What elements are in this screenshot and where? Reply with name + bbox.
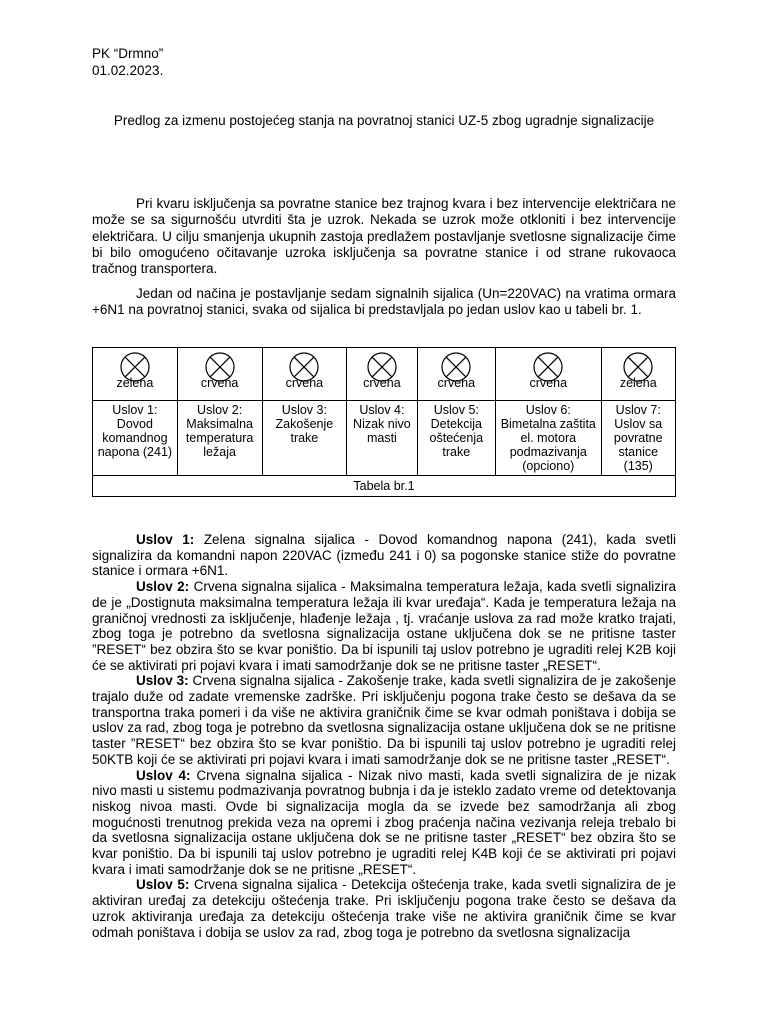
condition-cell-7: Uslov 7: Uslov sa povratne stanice (135) (601, 401, 676, 476)
condition-cell-6: Uslov 6: Bimetalna zaštita el. motora podmazivanja (opciono) (496, 401, 601, 476)
condition-label: Uslov 4: (136, 767, 191, 783)
lamp-cell-5 (417, 348, 496, 401)
condition-row (93, 401, 676, 476)
condition-label: Uslov 2: (136, 579, 190, 595)
condition-paragraph-3 (92, 673, 676, 767)
condition-cell-2: Uslov 2: Maksimalna temperatura ležaja (177, 401, 262, 476)
condition-cell-4: Uslov 4: Nizak nivo masti (347, 401, 417, 476)
condition-paragraph-1 (92, 532, 676, 579)
condition-label: Uslov 1: (136, 532, 195, 547)
lamp-color-label: crvena (437, 376, 476, 390)
document-header (92, 45, 163, 79)
signal-lamps-table (92, 347, 676, 497)
lamp-cell-6 (496, 348, 601, 401)
table-caption: Tabela br.1 (93, 476, 676, 497)
lamp-cell-4 (347, 348, 417, 401)
lamp-color-label: zelena (116, 376, 154, 390)
condition-label: Uslov 3: (136, 673, 189, 689)
intro-paragraph-1: Pri kvaru isključenja sa povratne stanice bez trajnog kvara i bez intervencije električara ne može se sa sigurnošću utvrditi šta je uzrok. Nekada se uzrok može otkloniti i bez intervencije električara. U cilju smanjenja ukupnih zastoja predlažem postavljanje svetlosne signalizacije čime bi bilo omogućeno očitavanje uzroka isključenja sa povratne stanice i od strane rukovaoca tračnog transportera. (92, 196, 676, 277)
document-date: 01.02.2023. (92, 63, 164, 78)
condition-text: Crvena signalna sijalica - Maksimalna temperatura ležaja, kada svetli signalizira de je „Dostignuta maksimalna temperatura ležaja ili kvar uređaja“. Kada je temperatura ležaja na graničnoj vrednosti za isključenje, hlađenje ležaja , tj. vraćanje uslova za rad može kratko trajati, zbog toga je potrebno da svetlosna signalizacija ostane uključena dok se ne pritisne taster ”RESET“ bez obzira što se kvar poništio. Da bi ispunili taj uslov potrebno je ugraditi relej K2B koji će se aktivirati pri pojavi kvara i imati samodržanje dok se ne pritisne taster „RESET“. (92, 579, 676, 673)
lamp-color-label: crvena (285, 376, 324, 390)
caption-row (93, 476, 676, 497)
lamp-color-label: zelena (619, 376, 657, 390)
lamp-row (93, 348, 676, 401)
conditions-section (92, 532, 676, 940)
condition-text: Crvena signalna sijalica - Detekcija oštećenja trake, kada svetli signalizira de je aktiviran uređaj za detekciju oštećenja trake. Pri isključenju pogona trake često se dešava da uzrok aktiviranja uređaja za detekciju oštećenja trake više ne aktivira graničnik čime se kvar odmah poništava i dobija se uslov za rad, zbog toga je potrebno da svetlosna signalizacija (92, 877, 676, 940)
condition-text: Zelena signalna sijalica - Dovod komandnog napona (241), kada svetli signalizira da komandni napon 220VAC (između 241 i 0) sa pogonske stanice stiže do povratne stanice i ormara +6N1. (92, 532, 676, 579)
lamp-cell-3 (262, 348, 347, 401)
lamp-cell-2 (177, 348, 262, 401)
condition-cell-3: Uslov 3: Zakošenje trake (262, 401, 347, 476)
condition-cell-1: Uslov 1: Dovod komandnog napona (241) (93, 401, 178, 476)
condition-paragraph-2 (92, 579, 676, 673)
condition-text: Crvena signalna sijalica - Nizak nivo masti, kada svetli signalizira de je nizak nivo masti u sistemu podmazivanja povratnog bubnja i da je isteklo zadato vreme od detektovanja niskog nivoa masti. Ovde bi signalizacija mogla da se izvede bez samodržanja ali zbog mogućnosti trenutnog prekida veza na opremi i zbog praćenja načina vezivanja releja trebalo bi da svetlosna signalizacija ostane uključena dok se ne pritisne taster „RESET“ bez obzira što se kvar poništio. Da bi ispunili taj uslov potrebno je ugraditi relej K4B koji će se aktivirati pri pojavi kvara i imati samodržanje dok se ne pritisne „RESET“. (92, 767, 676, 877)
company-name: PK “Drmno” (92, 46, 164, 61)
condition-label: Uslov 5: (136, 877, 190, 893)
condition-cell-5: Uslov 5: Detekcija oštećenja trake (417, 401, 496, 476)
condition-paragraph-4 (92, 768, 676, 878)
lamp-color-label: crvena (529, 376, 568, 390)
document-title: Predlog za izmenu postojećeg stanja na povratnoj stanici UZ-5 zbog ugradnje signalizacije (113, 113, 655, 128)
lamp-color-label: crvena (200, 376, 239, 390)
condition-text: Crvena signalna sijalica - Zakošenje trake, kada svetli signalizira de je zakošenje trajalo duže od zadate vremenske zadrške. Pri isključenju pogona trake često se dešava da se transportna traka pomeri i da više ne aktivira graničnik čime se kvar odmah poništava i dobija se uslov za rad, zbog toga je potrebno da svetlosna signalizacija ostane uključena dok se ne pritisne taster ”RESET“ bez obzira što se kvar poništio. Da bi ispunili taj uslov potrebno je ugraditi relej 50KTB koji će se aktivirati pri pojavi kvara i imati samodržanje dok se ne pritisne taster „RESET“. (92, 673, 676, 767)
lamp-color-label: crvena (363, 376, 401, 390)
lamp-cell-7 (601, 348, 676, 401)
condition-paragraph-5 (92, 877, 676, 940)
lamp-cell-1 (93, 348, 178, 401)
intro-paragraph-2: Jedan od načina je postavljanje sedam signalnih sijalica (Un=220VAC) na vratima ormara +6N1 na povratnoj stanici, svaka od sijalica bi predstavljala po jedan uslov kao u tabeli br. 1. (92, 286, 676, 318)
